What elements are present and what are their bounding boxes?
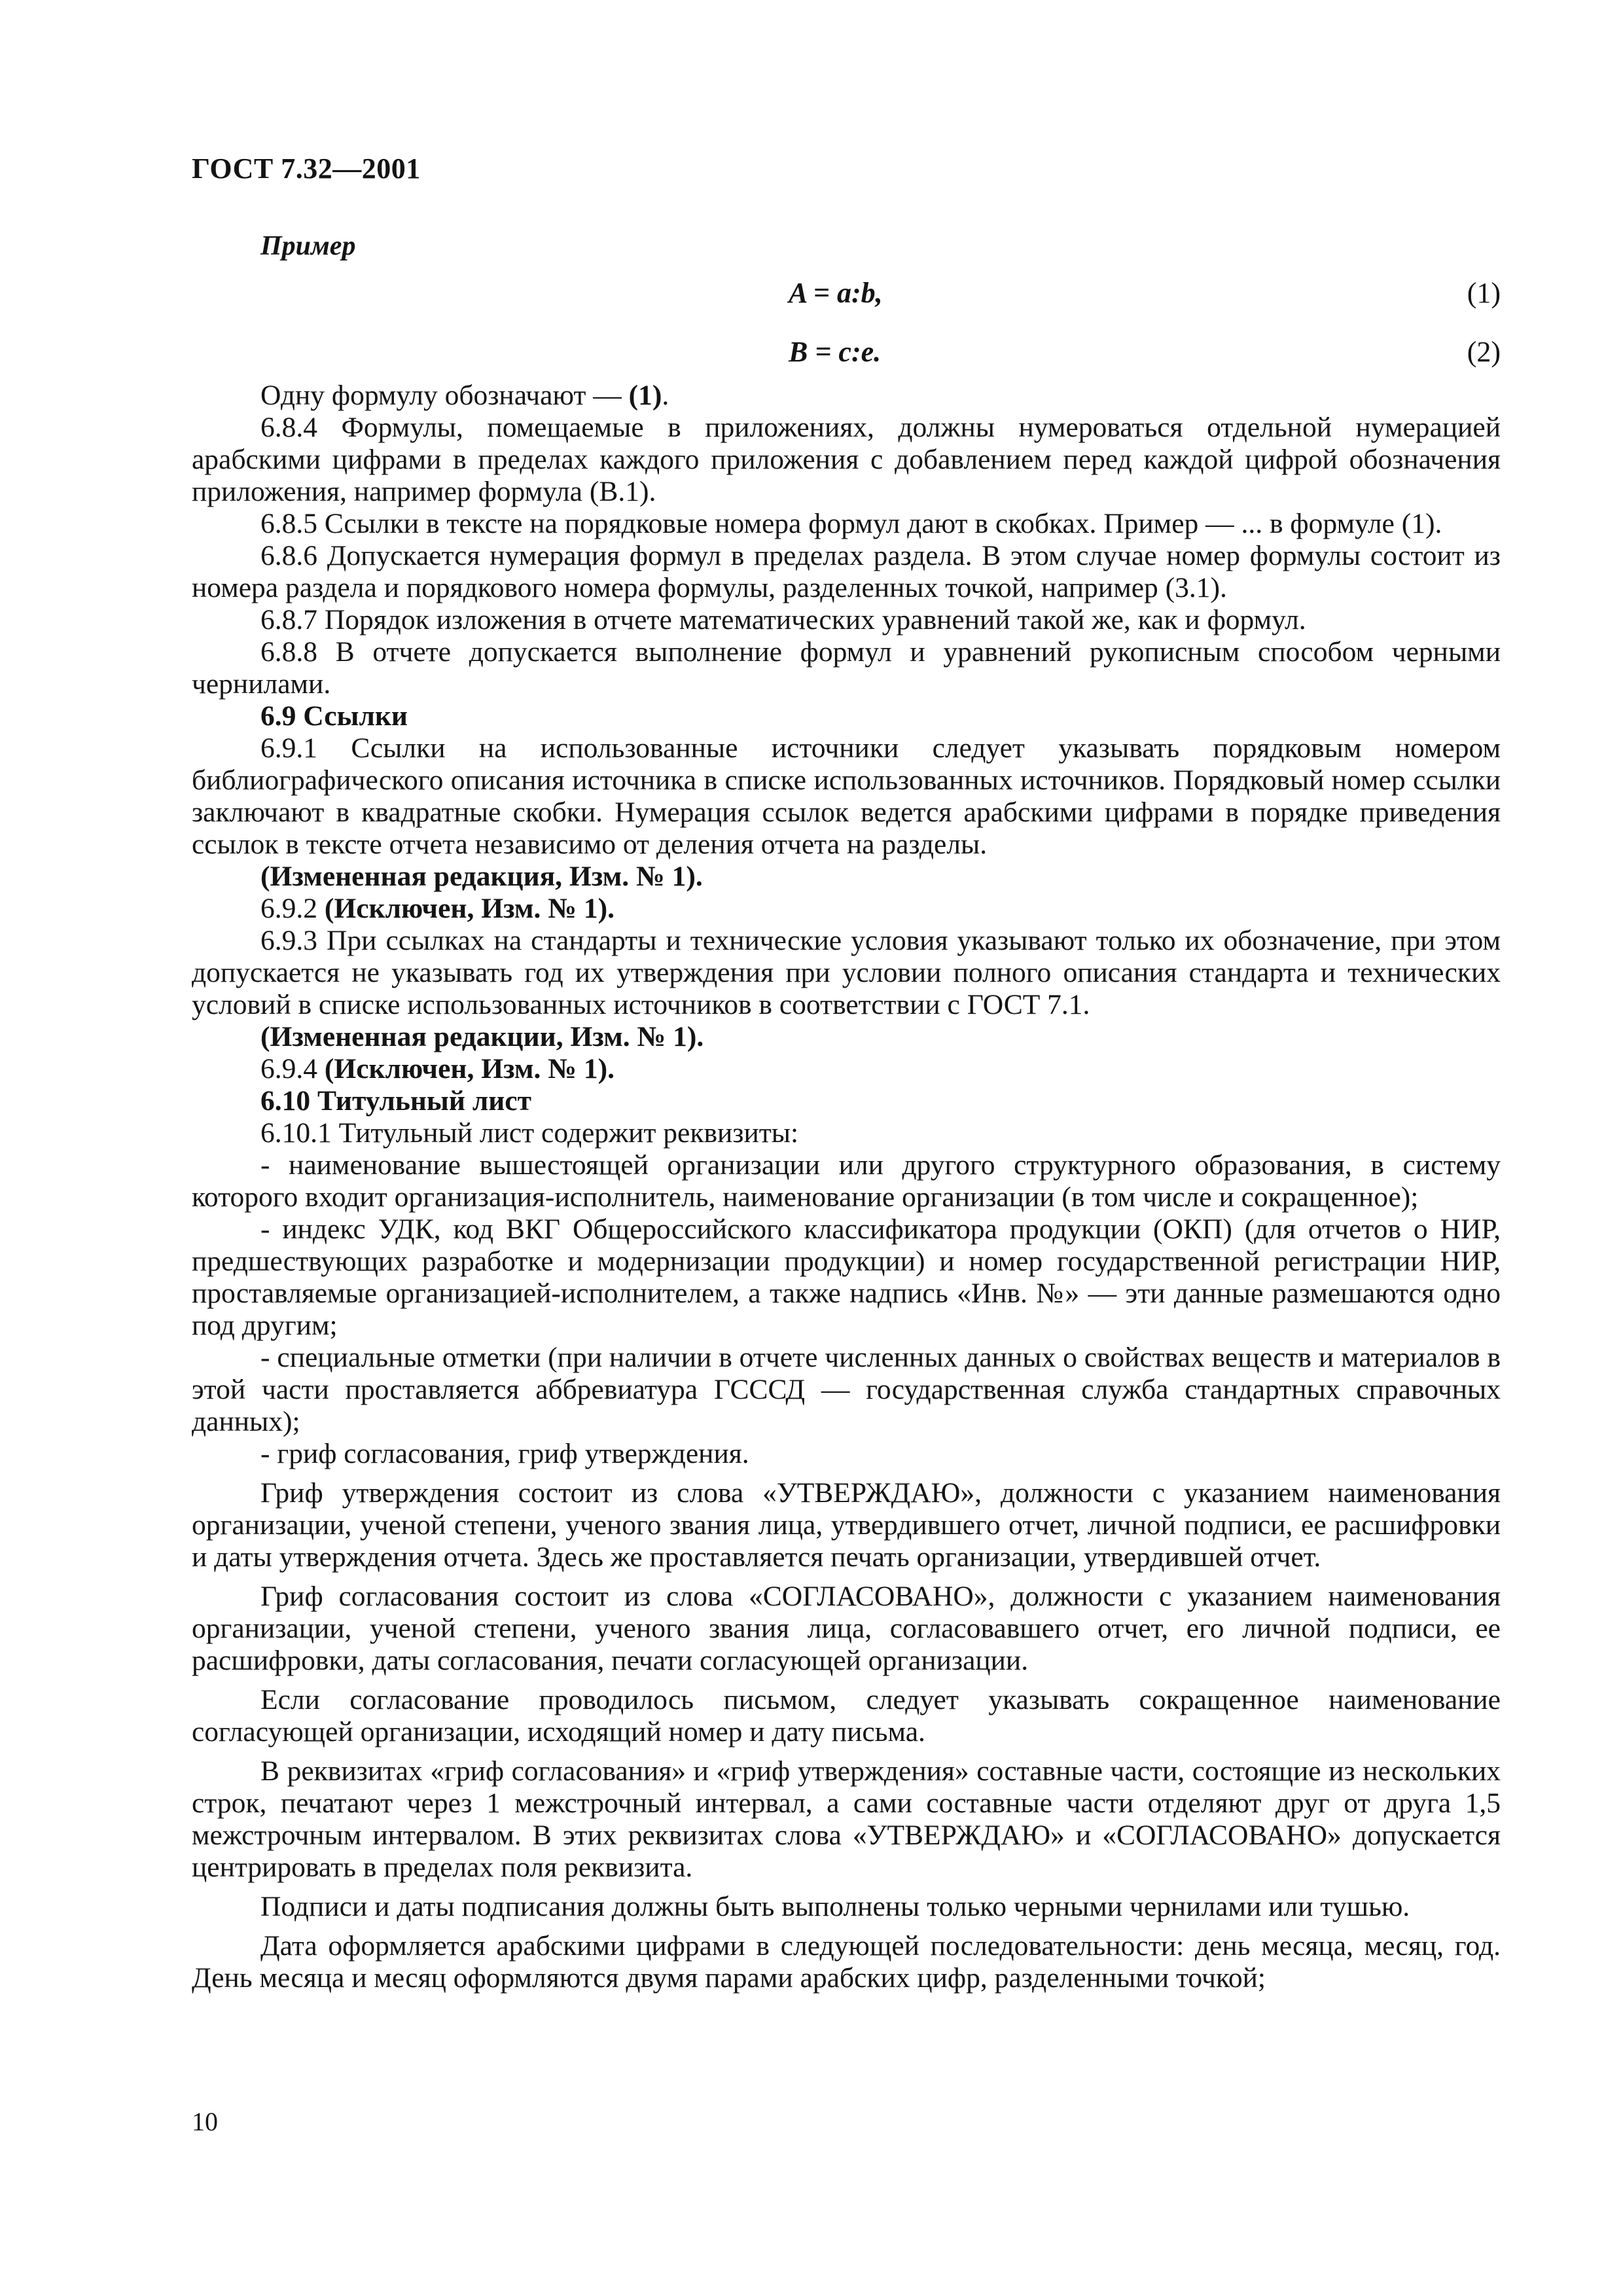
paragraph: Подписи и даты подписания должны быть выполнены только черными чернилами или тушью. (260, 1891, 1410, 1922)
paragraph: Гриф согласования состоит из слова «СОГЛАСОВАНО», должности с указанием наименования организации, ученой степени, ученого звания лица, согласовавшего отчет, его личной подписи, ее расшифровки, даты согласования, печати согласующей организации. (192, 1581, 1501, 1676)
paragraph: 6.8.8 В отчете допускается выполнение формул и уравнений рукописным способом черными чернилами. (192, 636, 1501, 700)
paragraph: 6.9.4 (Исключен, Изм. № 1). (260, 1053, 615, 1085)
formula-1: A = a:b, (789, 277, 883, 309)
paragraph: 6.9.3 При ссылках на стандарты и технические условия указывают только их обозначение, при этом допускается не указывать год их утверждения при условии полного описания стандарта и технических условий в списке использованных источников в соответствии с ГОСТ 7.1. (192, 925, 1501, 1020)
formula-1-number: (1) (1467, 277, 1501, 309)
paragraph: 6.9.1 Ссылки на использованные источники следует указывать порядковым номером библиографического описания источника в списке использованных источников. Порядковый номер ссылки заключают в квадратные скобки. Нумерация ссылок ведется арабскими цифрами в порядке приведения ссылок в тексте отчета независимо от деления отчета на разделы. (192, 732, 1501, 860)
list-item: - специальные отметки (при наличии в отчете численных данных о свойствах веществ и материалов в этой части проставляется аббревиатура ГСССД — государственная служба стандартных справочных данных); (192, 1342, 1501, 1437)
paragraph: 6.10.1 Титульный лист содержит реквизиты: (260, 1117, 799, 1149)
formula-2: B = c:e. (789, 336, 882, 368)
example-label: Пример (260, 231, 356, 261)
paragraph: 6.8.4 Формулы, помещаемые в приложениях, должны нумероваться отдельной нумерацией арабскими цифрами в пределах каждого приложения с добавлением перед каждой цифрой обозначения приложения, например формула (В.1). (192, 412, 1501, 507)
amendment-note: (Измененная редакции, Изм. № 1). (260, 1021, 704, 1052)
paragraph: Одну формулу обозначают — (1). (260, 380, 669, 411)
document-header: ГОСТ 7.32—2001 (192, 152, 421, 185)
paragraph: В реквизитах «гриф согласования» и «гриф утверждения» составные части, состоящие из нескольких строк, печатают через 1 межстрочный интервал, а сами составные части отделяют друг от друга 1,5 межстрочным интервалом. В этих реквизитах слова «УТВЕРЖДАЮ» и «СОГЛАСОВАНО» допускается центрировать в пределах поля реквизита. (192, 1755, 1501, 1883)
paragraph: 6.8.7 Порядок изложения в отчете математических уравнений такой же, как и формул. (260, 604, 1306, 636)
section-heading: 6.9 Ссылки (260, 700, 408, 732)
body-text (192, 380, 1501, 1994)
paragraph: Дата оформляется арабскими цифрами в следующей последовательности: день месяца, месяц, год. День месяца и месяц оформляются двумя парами арабских цифр, разделенными точкой; (192, 1930, 1501, 1994)
list-item: - наименование вышестоящей организации или другого структурного образования, в систему которого входит организация-исполнитель, наименование организации (в том числе и сокращенное); (192, 1149, 1501, 1213)
paragraph: Гриф утверждения состоит из слова «УТВЕРЖДАЮ», должности с указанием наименования организации, ученой степени, ученого звания лица, утвердившего отчет, личной подписи, ее расшифровки и даты утверждения отчета. Здесь же проставляется печать организации, утвердившей отчет. (192, 1477, 1501, 1573)
paragraph: 6.9.2 (Исключен, Изм. № 1). (260, 893, 615, 924)
amendment-note: (Измененная редакция, Изм. № 1). (260, 861, 703, 892)
page-number: 10 (192, 2107, 218, 2136)
section-heading: 6.10 Титульный лист (260, 1085, 531, 1117)
list-item: - индекс УДК, код ВКГ Общероссийского классификатора продукции (ОКП) (для отчетов о НИР, предшествующих разработке и модернизации продукции) и номер государственной регистрации НИР, проставляемые организацией-исполнителем, а также надпись «Инв. №» — эти данные размешаются одно под другим; (192, 1213, 1501, 1341)
formula-2-number: (2) (1467, 336, 1501, 368)
paragraph: 6.8.6 Допускается нумерация формул в пределах раздела. В этом случае номер формулы состоит из номера раздела и порядкового номера формулы, разделенных точкой, например (3.1). (192, 540, 1501, 603)
list-item: - гриф согласования, гриф утверждения. (260, 1438, 749, 1469)
paragraph: Если согласование проводилось письмом, следует указывать сокращенное наименование согласующей организации, исходящий номер и дату письма. (192, 1684, 1501, 1748)
paragraph: 6.8.5 Ссылки в тексте на порядковые номера формул дают в скобках. Пример — ... в формуле (1). (260, 508, 1442, 539)
